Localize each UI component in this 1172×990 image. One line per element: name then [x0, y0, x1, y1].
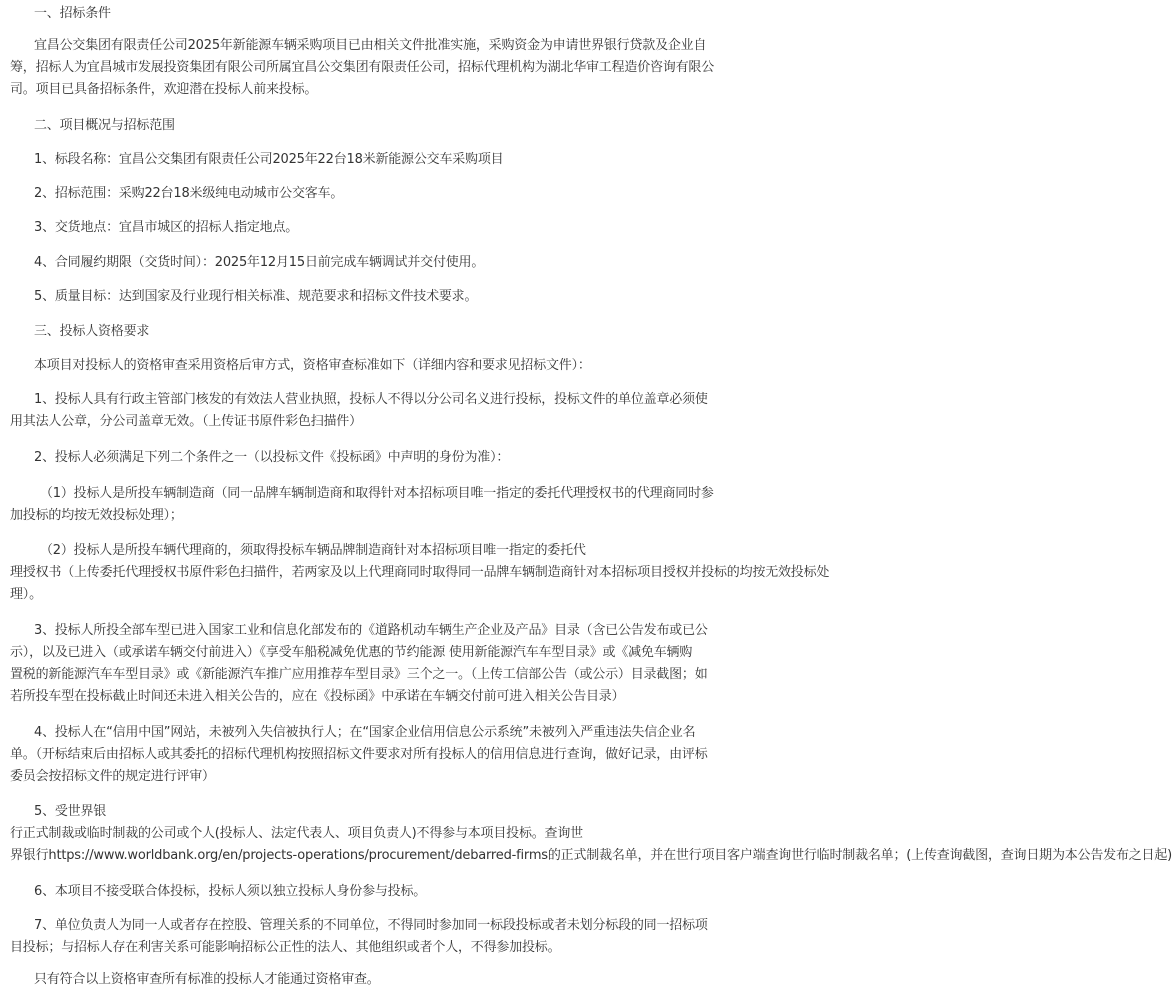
section-heading-project-overview: 二、项目概况与招标范围 [34, 118, 175, 133]
section-heading-bidder-qualification: 三、投标人资格要求 [34, 324, 150, 339]
item-contract-period: 4、合同履约期限（交货时间）：2025年12月15日前完成车辆调试并交付使用。 [34, 255, 485, 270]
paragraph-line: （1）投标人是所投车辆制造商（同一品牌车辆制造商和取得针对本招标项目唯一指定的委托代理授权书的代理商同时参 [40, 486, 714, 501]
paragraph-line: 理）。 [10, 587, 42, 602]
paragraph-line: 目投标；与招标人存在利害关系可能影响招标公正性的法人、其他组织或者个人，不得参加投标。 [10, 940, 561, 955]
item-delivery-location: 3、交货地点：宜昌市城区的招标人指定地点。 [34, 220, 299, 235]
item-quality-target: 5、质量目标：达到国家及行业现行相关标准、规范要求和招标文件技术要求。 [34, 289, 478, 304]
paragraph-line: （2）投标人是所投车辆代理商的，须取得投标车辆品牌制造商针对本招标项目唯一指定的委托代 [40, 543, 586, 558]
paragraph-line: 1、投标人具有行政主管部门核发的有效法人营业执照，投标人不得以分公司名义进行投标，投标文件的单位盖章必须使 [34, 392, 708, 407]
paragraph-line: 筹，招标人为宜昌城市发展投资集团有限公司所属宜昌公交集团有限责任公司，招标代理机构为湖北华审工程造价咨询有限公 [10, 60, 715, 75]
item-lot-name: 1、标段名称：宜昌公交集团有限责任公司2025年22台18米新能源公交车采购项目 [34, 152, 504, 167]
paragraph-line: 5、受世界银 [34, 804, 107, 819]
item-scope: 2、招标范围：采购22台18米级纯电动城市公交客车。 [34, 186, 344, 201]
paragraph-line: 示），以及已进入（或承诺车辆交付前进入）《享受车船税减免优惠的节约能源 使用新能源汽车车型目录》或《减免车辆购 [10, 645, 693, 660]
paragraph-line: 用其法人公章，分公司盖章无效。（上传证书原件彩色扫描件） [10, 414, 362, 429]
section-heading-tender-conditions: 一、招标条件 [34, 6, 111, 21]
paragraph-line: 3、投标人所投全部车型已进入国家工业和信息化部发布的《道路机动车辆生产企业及产品》目录（含已公告发布或已公 [34, 623, 708, 638]
paragraph-line: 置税的新能源汽车车型目录》或《新能源汽车推广应用推荐车型目录》三个之一。（上传工信部公告（或公示）目录截图；如 [10, 667, 708, 682]
paragraph-line: 委员会按招标文件的规定进行评审） [10, 769, 215, 784]
qualification-item-2: 2、投标人必须满足下列二个条件之一（以投标文件《投标函》中声明的身份为准）： [34, 450, 510, 465]
paragraph-line: 单。（开标结束后由招标人或其委托的招标代理机构按照招标文件要求对所有投标人的信用信息进行查询，做好记录，由评标 [10, 747, 708, 762]
paragraph-line: 界银行https://www.worldbank.org/en/projects-operations/procurement/debarred-firms的正式制裁名单，并在世行项目客户端查询世行临时制裁名单；(上传查询截图，查询日期为本公告发布之日起) [10, 848, 1172, 863]
paragraph-line: 4、投标人在“信用中国”网站，未被列入失信被执行人；在“国家企业信用信息公示系统”未被列入严重违法失信企业名 [34, 725, 696, 740]
qualification-item-6: 6、本项目不接受联合体投标，投标人须以独立投标人身份参与投标。 [34, 884, 427, 899]
qualification-closing: 只有符合以上资格审查所有标准的投标人才能通过资格审查。 [34, 972, 380, 987]
paragraph-line: 若所投车型在投标截止时间还未进入相关公告的，应在《投标函》中承诺在车辆交付前可进入相关公告目录） [10, 689, 625, 704]
qualification-intro: 本项目对投标人的资格审查采用资格后审方式，资格审查标准如下（详细内容和要求见招标文件）： [34, 358, 591, 373]
paragraph-line: 理授权书（上传委托代理授权书原件彩色扫描件，若两家及以上代理商同时取得同一品牌车辆制造商针对本招标项目授权并投标的均按无效投标处 [10, 565, 830, 580]
paragraph-line: 宜昌公交集团有限责任公司2025年新能源车辆采购项目已由相关文件批准实施，采购资金为申请世界银行贷款及企业自 [34, 38, 707, 53]
paragraph-line: 7、单位负责人为同一人或者存在控股、管理关系的不同单位，不得同时参加同一标段投标或者未划分标段的同一招标项 [34, 918, 708, 933]
paragraph-line: 行正式制裁或临时制裁的公司或个人(投标人、法定代表人、项目负责人)不得参与本项目投标。查询世 [10, 826, 583, 841]
paragraph-line: 司。项目已具备招标条件，欢迎潜在投标人前来投标。 [10, 82, 318, 97]
paragraph-line: 加投标的均按无效投标处理）； [10, 508, 183, 523]
